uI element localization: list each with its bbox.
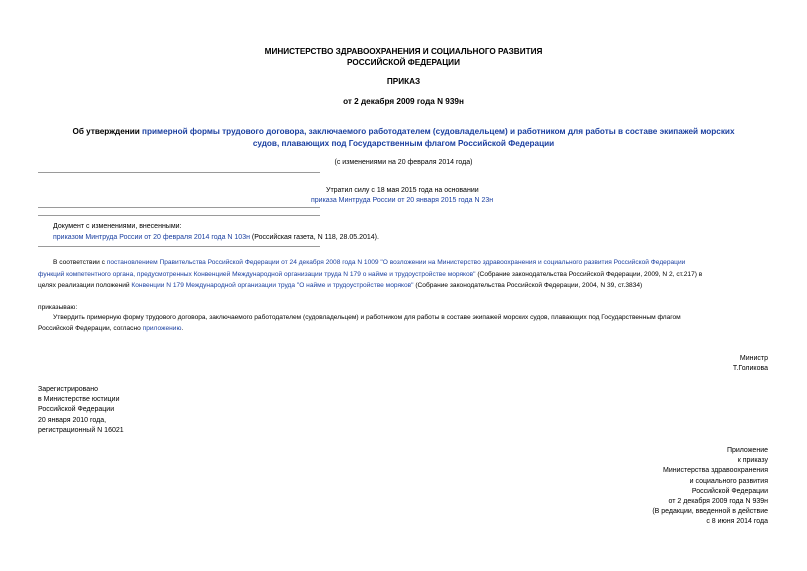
divider (38, 215, 320, 216)
ministry-line-1: МИНИСТЕРСТВО ЗДРАВООХРАНЕНИЯ И СОЦИАЛЬНОГО РАЗВИТИЯ (264, 47, 543, 56)
appendix-line-4: и социального развития (689, 477, 768, 485)
order-word: приказываю: (38, 304, 78, 311)
approve-text: Российской Федерации, согласно (38, 325, 143, 332)
appendix-line-6: от 2 декабря 2009 года N 939н (668, 498, 768, 506)
divider (38, 172, 320, 173)
government-decree-link-cont[interactable]: функций компетентного органа, предусмотренных Конвенцией Международной организации труда N 179 о найме и трудоустройстве моряков" (38, 271, 476, 278)
appendix-link[interactable]: приложению (142, 325, 182, 332)
registration-line-4: 20 января 2010 года, (38, 416, 107, 424)
basis-line-2 (38, 270, 702, 280)
divider (38, 207, 320, 208)
basis-source-2: (Собрание законодательства Российской Федерации, 2004, N 39, ст.3834) (413, 282, 643, 289)
basis-line-3 (38, 281, 642, 291)
appendix-line-5: Российской Федерации (691, 487, 768, 495)
government-decree-link[interactable]: постановлением Правительства Российской Федерации от 24 декабря 2008 года N 1009 "О возложении на Министерство здравоохранения и социального развития Российской Федерации (106, 259, 686, 266)
expired-order-link[interactable]: приказа Минтруда России от 20 января 2015 года N 23н (311, 197, 494, 204)
signature-role: Министр (739, 355, 768, 362)
changes-order-link[interactable]: приказом Минтруда России от 20 февраля 2014 года N 103н (53, 234, 250, 241)
appendix-block (560, 446, 768, 528)
ministry-line-2: РОССИЙСКОЙ ФЕДЕРАЦИИ (347, 58, 460, 67)
basis-prefix: В соответствии с (53, 259, 107, 266)
registration-block (38, 385, 124, 436)
divider (38, 246, 320, 247)
signature-name: Т.Голикова (732, 365, 768, 372)
basis-purpose: целях реализации положений (38, 282, 132, 289)
approve-line-2 (38, 324, 183, 334)
ilo-convention-link[interactable]: Конвенции N 179 Международной организации труда "О найме и трудоустройстве моряков" (131, 282, 414, 289)
registration-line-2: в Министерстве юстиции (38, 396, 120, 404)
document-type: ПРИКАЗ (386, 77, 421, 86)
appendix-line-1: Приложение (726, 447, 768, 454)
changes-intro: Документ с изменениями, внесенными: (53, 223, 182, 230)
document-title (0, 126, 807, 150)
basis-source-1: (Собрание законодательства Российской Федерации, 2009, N 2, ст.217) в (475, 271, 703, 278)
appendix-line-8: с 8 июня 2014 года (706, 518, 768, 526)
changes-line (53, 233, 379, 242)
approve-line-1: Утвердить примерную форму трудового договора, заключаемого работодателем (судовладельцем) и работником для работы в составе экипажей морских судов, плавающих под Государственным флагом (53, 314, 681, 321)
registration-line-3: Российской Федерации (38, 406, 115, 414)
expired-text: Утратил силу с 18 мая 2015 года на основании (326, 187, 479, 194)
registration-line-1: Зарегистрировано (38, 386, 98, 393)
document-date: от 2 декабря 2009 года N 939н (343, 97, 464, 106)
approve-period: . (181, 325, 184, 332)
changes-suffix: (Российская газета, N 118, 28.05.2014). (249, 234, 379, 241)
appendix-line-7: (В редакции, введенной в действие (652, 508, 768, 516)
expired-link[interactable] (311, 196, 493, 205)
basis-line-1 (53, 258, 685, 268)
ministry-heading (0, 46, 807, 68)
appendix-line-2: к приказу (737, 457, 768, 465)
registration-line-5: регистрационный N 16021 (38, 426, 124, 434)
amendment-note: (с изменениями на 20 февраля 2014 года) (334, 159, 473, 166)
appendix-line-3: Министерства здравоохранения (663, 467, 768, 475)
title-prefix: Об утверждении (72, 127, 143, 136)
title-link-line-1[interactable]: примерной формы трудового договора, заключаемого работодателем (судовладельцем) и работником для работы в составе экипажей морских (142, 127, 735, 136)
title-link-line-2[interactable]: судов, плавающих под Государственным флагом Российской Федерации (252, 139, 555, 148)
